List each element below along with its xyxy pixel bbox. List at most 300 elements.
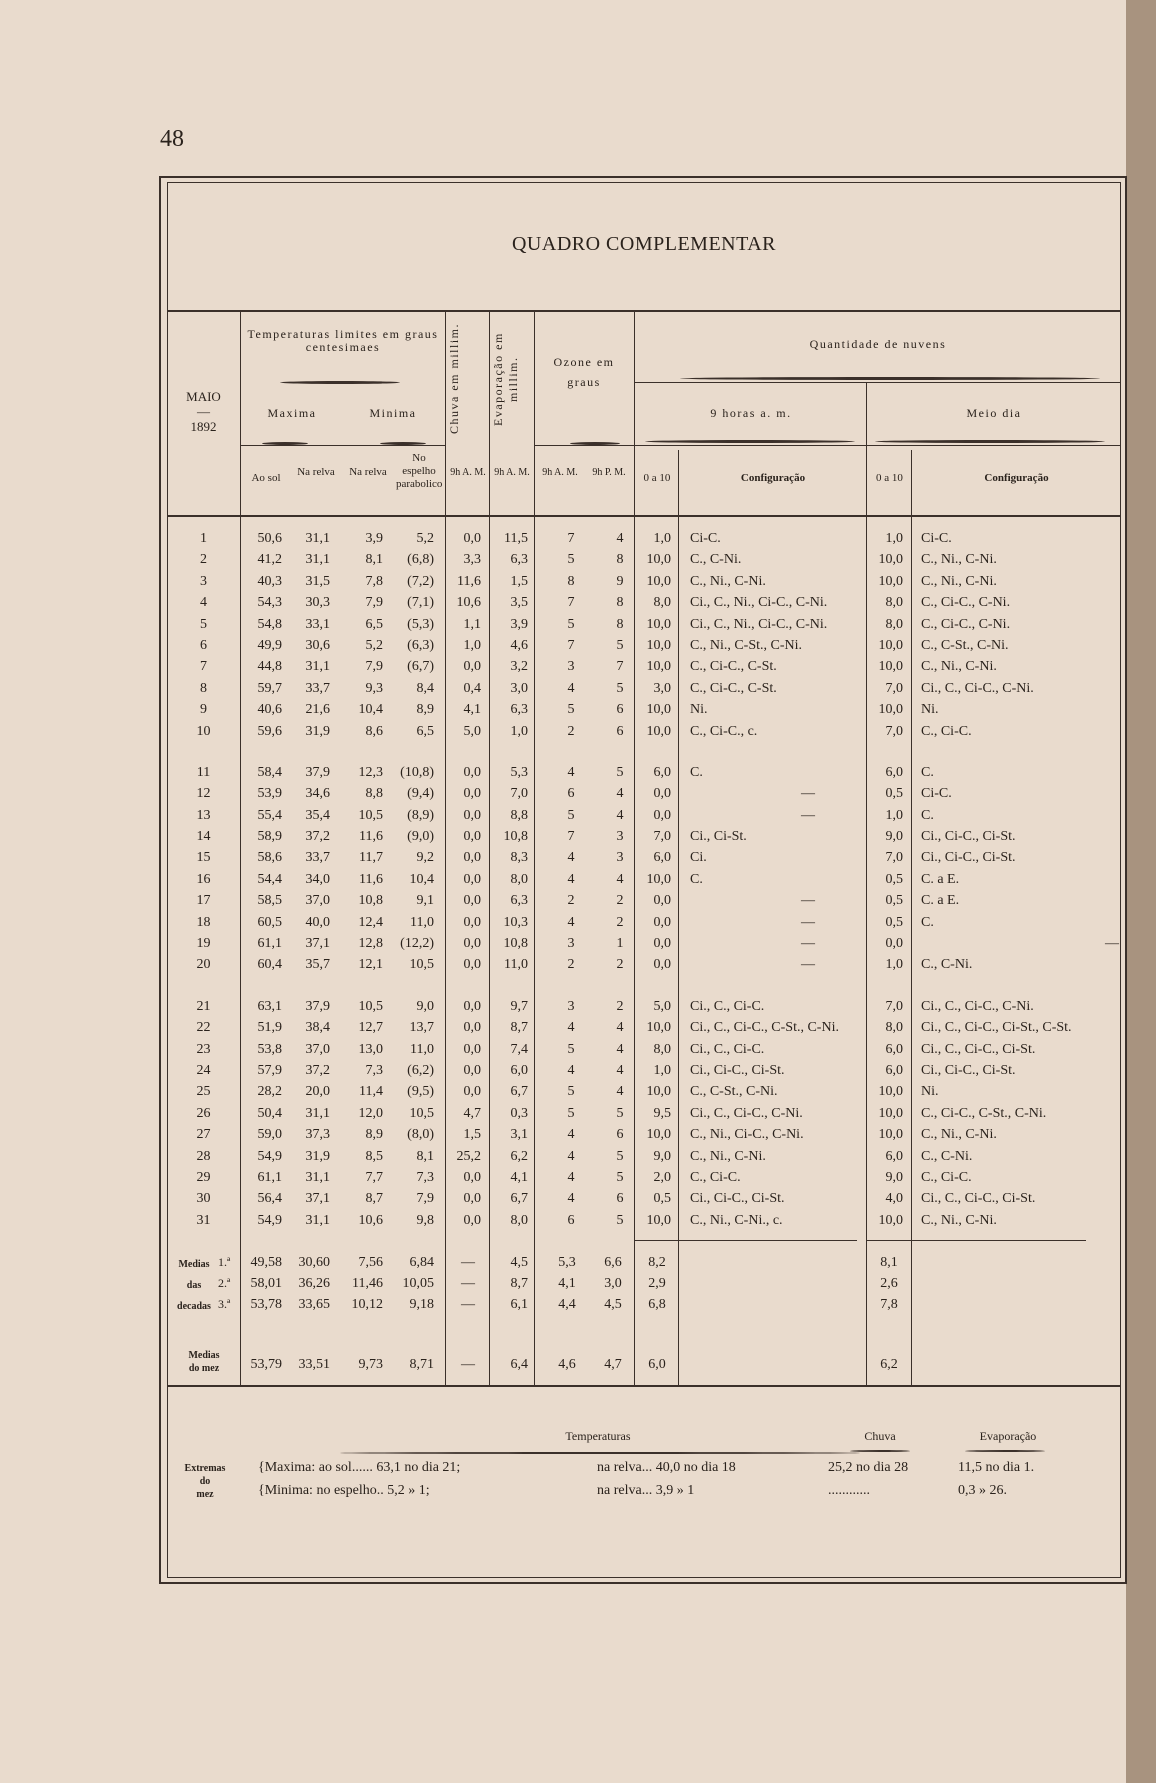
espelho-cell: 10,5 [409, 1105, 434, 1121]
configuracao-meio-dia-cell: Ci-C. [921, 531, 952, 546]
decade-mean-cell: 4,1 [558, 1276, 576, 1291]
chuva-cell: 0,0 [463, 1084, 481, 1100]
configuracao-9h-cell: C., Ci-C., C-St. [690, 680, 777, 696]
decade-mean-n9-column [636, 1252, 678, 1315]
column-relva-max [292, 528, 330, 1231]
configuracao-9h-cell: Ci., Ci-C., Ci-St. [690, 1191, 785, 1207]
relva-max-cell: 37,0 [305, 1041, 330, 1057]
clouds-subheader-rule [634, 445, 1121, 446]
nuvens-9h-cell: 9,5 [653, 1105, 671, 1121]
relva-max-cell: 37,2 [305, 829, 330, 845]
row-spacer [921, 976, 1119, 996]
month-mean-cell: 4,7 [604, 1357, 622, 1372]
nuvens-9h-cell: 3,0 [653, 680, 671, 696]
configuracao-meio-dia-cell: C., Ni., C-Ni. [921, 1127, 997, 1143]
configuracao-meio-dia-cell: C., Ni., C-Ni. [921, 1212, 997, 1228]
espelho-cell: (9,4) [407, 786, 434, 802]
ozone-am-cell: 4 [567, 1127, 575, 1143]
chuva-cell: 0,0 [463, 1191, 481, 1207]
column-rule [489, 310, 490, 1385]
configuracao-meio-dia-cell: C., Ci-C., C-Ni. [921, 595, 1011, 611]
configuracao-meio-dia-cell: C., Ci-C. [921, 723, 972, 739]
configuracao-9h-cell: C., Ni., C-Ni. [690, 1148, 766, 1164]
relva-min-cell: 13,0 [358, 1041, 383, 1057]
decade-label: 1.ª [218, 1255, 231, 1269]
nuvens-meio-dia-cell: 10,0 [878, 702, 903, 718]
day-cell: 30 [196, 1191, 211, 1207]
decade-mean-cell: 49,58 [250, 1255, 282, 1270]
nuvens-9h-cell: 0,0 [653, 893, 671, 909]
page-edge [1126, 0, 1156, 1783]
ozone-am-cell: 5 [567, 1041, 575, 1057]
column-rule [240, 310, 241, 1385]
nuvens-9h-cell: 10,0 [646, 871, 671, 887]
ozone-pm-cell: 1 [616, 936, 624, 952]
day-cell: 12 [196, 786, 211, 802]
day-cell: 2 [200, 552, 207, 568]
nuvens-9h-cell: 10,0 [646, 1020, 671, 1036]
month-mean-cell: 8,71 [409, 1357, 434, 1372]
day-cell: 16 [196, 871, 211, 887]
header-configuracao-9h: Configuração [740, 472, 806, 484]
nuvens-9h-cell: 7,0 [653, 829, 671, 845]
day-cell: 29 [196, 1169, 211, 1185]
evaporacao-cell: 3,9 [510, 616, 528, 632]
decade-brace [218, 1252, 240, 1315]
nuvens-meio-dia-cell: 7,0 [885, 680, 903, 696]
nuvens-meio-dia-cell: 1,0 [885, 957, 903, 973]
configuracao-meio-dia-cell: C. [921, 807, 934, 823]
configuracao-meio-dia-cell: C. [921, 764, 934, 780]
relva-min-cell: 11,7 [359, 850, 383, 866]
nuvens-9h-cell: 6,0 [653, 764, 671, 780]
ao-sol-cell: 44,8 [257, 659, 282, 675]
ozone-am-cell: 2 [567, 893, 575, 909]
month-means-label-1: Medias [188, 1350, 220, 1361]
ozone-am-cell: 7 [567, 531, 575, 546]
chuva-cell: 0,0 [463, 659, 481, 675]
nuvens-9h-cell: 10,0 [646, 637, 671, 653]
chuva-cell: 5,0 [463, 723, 481, 739]
decade-mean-cell: 2,6 [880, 1276, 898, 1291]
means-bottom-rule [167, 1385, 1121, 1387]
header-na-relva-min: Na relva [349, 466, 387, 478]
evaporacao-cell: 4,1 [510, 1169, 528, 1185]
nuvens-9h-cell: 10,0 [646, 573, 671, 589]
day-cell: 13 [196, 807, 211, 823]
evaporacao-cell: 5,3 [510, 764, 528, 780]
configuracao-9h-cell: Ci., C., Ci-C., C-Ni. [690, 1105, 803, 1121]
nuvens-meio-dia-cell: 10,0 [878, 552, 903, 568]
decade-mean-cell: 53,78 [250, 1297, 282, 1312]
ao-sol-cell: 41,2 [257, 552, 282, 568]
configuracao-meio-dia-cell: C., Ni., C-Ni. [921, 552, 997, 568]
configuracao-9h-cell: C. [690, 764, 703, 780]
chuva-cell: 0,0 [463, 1212, 481, 1228]
ozone-pm-cell: 2 [616, 957, 624, 973]
column-rule [911, 450, 912, 1385]
header-9h-am-evap: 9h A. M. [494, 467, 530, 478]
relva-min-cell: 12,4 [358, 914, 383, 930]
decade-mean-cell: — [461, 1297, 475, 1312]
header-9h-am-chuva: 9h A. M. [450, 467, 486, 478]
header-9h-am-ozone: 9h A. M. [542, 467, 578, 478]
day-cell: 4 [200, 595, 207, 611]
ao-sol-cell: 61,1 [257, 936, 282, 952]
decade-mean-cell: 6,8 [648, 1297, 666, 1312]
header-month: MAIO [186, 389, 221, 404]
extremes-label-2: do [199, 1476, 211, 1487]
chuva-cell: 0,0 [463, 1062, 481, 1078]
espelho-cell: (7,1) [407, 595, 434, 611]
month-mean-cell: 6,4 [510, 1357, 528, 1372]
ozone-am-cell: 4 [567, 1191, 575, 1207]
ozone-am-cell: 4 [567, 1062, 575, 1078]
evaporacao-cell: 6,0 [510, 1062, 528, 1078]
relva-min-cell: 10,8 [358, 893, 383, 909]
decade-mean-cell: 2,9 [648, 1276, 666, 1291]
ao-sol-cell: 40,6 [257, 702, 282, 718]
day-cell: 28 [196, 1148, 211, 1164]
header-nove-horas: 9 horas a. m. [710, 406, 792, 420]
row-spacer [390, 976, 434, 996]
clouds-split-rule [634, 382, 1121, 383]
header-evaporacao: Evaporação em millim. [491, 332, 520, 426]
ozone-am-cell: 4 [567, 914, 575, 930]
nuvens-meio-dia-cell: 10,0 [878, 1127, 903, 1143]
day-cell: 21 [196, 998, 211, 1014]
espelho-cell: (7,2) [407, 573, 434, 589]
nuvens-meio-dia-cell: 10,0 [878, 659, 903, 675]
decade-mean-evap-column [491, 1252, 528, 1315]
header-0a10-meio-dia: 0 a 10 [876, 472, 903, 484]
day-cell: 6 [200, 637, 207, 653]
nuvens-9h-cell: 10,0 [646, 1127, 671, 1143]
decade-mean-espelho-column [390, 1252, 434, 1315]
column-evaporacao [491, 528, 528, 1231]
relva-max-cell: 31,1 [305, 552, 330, 568]
nuvens-meio-dia-cell: 10,0 [878, 1212, 903, 1228]
ozone-am-cell: 6 [567, 1212, 575, 1228]
configuracao-meio-dia-cell: Ci., C., Ci-C., Ci-St. [921, 1191, 1036, 1207]
configuracao-meio-dia-cell: Ci., C., Ci-C., Ci-St., C-St. [921, 1020, 1072, 1036]
column-nuvens-meio-dia [866, 528, 903, 1231]
chuva-cell: 0,0 [463, 871, 481, 887]
decade-mean-cell: 58,01 [250, 1276, 282, 1291]
relva-min-cell: 10,4 [358, 702, 383, 718]
ao-sol-cell: 54,8 [257, 616, 282, 632]
nuvens-9h-cell: 0,0 [653, 786, 671, 802]
espelho-cell: 9,2 [416, 850, 434, 866]
nuvens-meio-dia-cell: 10,0 [878, 573, 903, 589]
ozone-pm-cell: 6 [616, 1191, 624, 1207]
configuracao-meio-dia-cell: C., Ni., C-Ni. [921, 573, 997, 589]
flourish-rule [850, 1450, 910, 1452]
configuracao-meio-dia-cell: C. a E. [921, 893, 960, 909]
row-spacer [292, 976, 330, 996]
nuvens-meio-dia-cell: 1,0 [885, 807, 903, 823]
day-cell: 19 [196, 936, 211, 952]
ozone-am-cell: 5 [567, 616, 575, 632]
flourish-rule [380, 442, 426, 445]
configuracao-meio-dia-cell: C., Ci-C., C-St., C-Ni. [921, 1105, 1047, 1121]
header-minima: Minima [369, 406, 417, 420]
chuva-cell: 0,0 [463, 807, 481, 823]
day-cell: 1 [200, 531, 207, 546]
ao-sol-cell: 58,5 [257, 893, 282, 909]
month-mean-cell: 33,51 [298, 1357, 330, 1372]
ozone-pm-cell: 6 [616, 702, 624, 718]
row-spacer [167, 742, 240, 762]
relva-min-cell: 8,9 [365, 1127, 383, 1143]
row-spacer [556, 976, 586, 996]
relva-max-cell: 31,1 [305, 531, 330, 546]
ozone-pm-cell: 4 [616, 531, 624, 546]
nuvens-meio-dia-cell: 6,0 [885, 1041, 903, 1057]
ozone-pm-cell: 2 [616, 914, 624, 930]
ozone-am-cell: 4 [567, 1169, 575, 1185]
ao-sol-cell: 49,9 [257, 637, 282, 653]
relva-max-cell: 31,1 [305, 1105, 330, 1121]
relva-max-cell: 31,9 [305, 723, 330, 739]
decade-label: 3.ª [218, 1297, 231, 1311]
espelho-cell: (8,9) [407, 807, 434, 823]
espelho-cell: (6,7) [407, 659, 434, 675]
configuracao-9h-cell: — [801, 936, 815, 952]
relva-min-cell: 12,1 [358, 957, 383, 973]
nuvens-meio-dia-cell: 0,5 [885, 893, 903, 909]
column-configuracao-9h [690, 528, 866, 1231]
decade-mean-cell: 7,8 [880, 1297, 898, 1312]
nuvens-meio-dia-cell: 8,0 [885, 616, 903, 632]
decade-mean-relva-max-column [292, 1252, 330, 1315]
row-spacer [447, 976, 481, 996]
configuracao-meio-dia-cell: Ci., Ci-C., Ci-St. [921, 850, 1016, 866]
relva-min-cell: 10,5 [358, 807, 383, 823]
ao-sol-cell: 28,2 [257, 1084, 282, 1100]
espelho-cell: 8,4 [416, 680, 434, 696]
extremes-evaporacao-header: Evaporação [979, 1429, 1037, 1443]
header-ozone: Ozone em graus [553, 355, 615, 389]
nuvens-meio-dia-cell: 0,5 [885, 871, 903, 887]
espelho-cell: 10,5 [409, 957, 434, 973]
row-spacer [390, 742, 434, 762]
configuracao-9h-cell: Ci., C., Ci-C., C-St., C-Ni. [690, 1020, 839, 1036]
row-spacer [634, 976, 671, 996]
nuvens-9h-cell: 8,0 [653, 595, 671, 611]
header-9h-pm-ozone: 9h P. M. [592, 467, 626, 478]
ao-sol-cell: 60,4 [257, 957, 282, 973]
month-means-label-2: do mez [188, 1363, 220, 1374]
row-spacer [866, 742, 903, 762]
header-nuvens: Quantidade de nuvens [809, 337, 947, 351]
configuracao-9h-cell: C., Ni., C-Ni., c. [690, 1212, 783, 1228]
decade-mean-cell: 8,7 [510, 1276, 528, 1291]
evaporacao-cell: 6,7 [510, 1084, 528, 1100]
relva-max-cell: 34,0 [305, 871, 330, 887]
evaporacao-cell: 8,3 [510, 850, 528, 866]
configuracao-9h-cell: Ci., C., Ni., Ci-C., C-Ni. [690, 616, 828, 632]
ozone-am-cell: 4 [567, 680, 575, 696]
configuracao-9h-cell: — [801, 893, 815, 909]
configuracao-meio-dia-cell: C., C-Ni. [921, 957, 973, 973]
evaporacao-cell: 10,8 [503, 936, 528, 952]
decade-mean-cell: — [461, 1255, 475, 1270]
day-cell: 15 [196, 850, 211, 866]
configuracao-9h-cell: Ci., Ci-C., Ci-St. [690, 1062, 785, 1078]
relva-max-cell: 33,7 [305, 680, 330, 696]
decade-label: 2.ª [218, 1276, 231, 1290]
row-spacer [690, 976, 866, 996]
relva-max-cell: 20,0 [305, 1084, 330, 1100]
relva-min-cell: 8,1 [365, 552, 383, 568]
ao-sol-cell: 58,9 [257, 829, 282, 845]
ao-sol-cell: 54,9 [257, 1148, 282, 1164]
ao-sol-cell: 61,1 [257, 1169, 282, 1185]
nuvens-9h-cell: 5,0 [653, 998, 671, 1014]
espelho-cell: 7,3 [416, 1169, 434, 1185]
relva-max-cell: 37,2 [305, 1062, 330, 1078]
ao-sol-cell: 50,6 [257, 531, 282, 546]
evaporacao-cell: 1,5 [510, 573, 528, 589]
ao-sol-cell: 51,9 [257, 1020, 282, 1036]
chuva-cell: 0,0 [463, 1020, 481, 1036]
relva-min-cell: 11,4 [359, 1084, 383, 1100]
nuvens-meio-dia-cell: 10,0 [878, 1084, 903, 1100]
month-mean-cell: 9,73 [358, 1357, 383, 1372]
nuvens-9h-cell: 10,0 [646, 659, 671, 675]
nuvens-9h-cell: 8,0 [653, 1041, 671, 1057]
configuracao-meio-dia-cell: Ci., C., Ci-C., C-Ni. [921, 998, 1034, 1014]
ozone-pm-cell: 6 [616, 1127, 624, 1143]
nuvens-meio-dia-cell: 0,0 [885, 936, 903, 952]
configuracao-meio-dia-cell: Ni. [921, 702, 939, 718]
ozone-am-cell: 4 [567, 764, 575, 780]
extremes-minima: {Minima: no espelho.. 5,2 » 1; [258, 1483, 430, 1498]
column-ao-sol [242, 528, 282, 1231]
configuracao-meio-dia-cell: Ci., Ci-C., Ci-St. [921, 1062, 1016, 1078]
ozone-pm-cell: 7 [616, 659, 624, 675]
row-spacer [491, 742, 528, 762]
espelho-cell: (6,2) [407, 1062, 434, 1078]
decade-mean-cell: 11,46 [352, 1276, 383, 1291]
nuvens-meio-dia-cell: 8,0 [885, 595, 903, 611]
nuvens-9h-cell: 1,0 [653, 1062, 671, 1078]
relva-min-cell: 7,3 [365, 1062, 383, 1078]
evaporacao-cell: 8,0 [510, 1212, 528, 1228]
ozone-am-cell: 7 [567, 595, 575, 611]
row-spacer [556, 742, 586, 762]
nuvens-9h-cell: 0,0 [653, 957, 671, 973]
relva-min-cell: 8,6 [365, 723, 383, 739]
evaporacao-cell: 3,2 [510, 659, 528, 675]
ozone-pm-cell: 5 [616, 680, 624, 696]
espelho-cell: 9,8 [416, 1212, 434, 1228]
decade-mean-cell: 8,1 [880, 1255, 898, 1270]
evaporacao-cell: 3,0 [510, 680, 528, 696]
ozone-pm-cell: 6 [616, 723, 624, 739]
decade-mean-oz-am-column [546, 1252, 588, 1315]
row-spacer [634, 742, 671, 762]
relva-min-cell: 5,2 [365, 637, 383, 653]
header-meio-dia: Meio dia [966, 406, 1022, 420]
column-ozone-am [556, 528, 586, 1231]
ozone-am-cell: 4 [567, 1020, 575, 1036]
decade-mean-cell: 10,05 [402, 1276, 434, 1291]
ozone-pm-cell: 5 [616, 764, 624, 780]
configuracao-9h-cell: C., C-St., C-Ni. [690, 1084, 778, 1100]
configuracao-9h-cell: C. [690, 871, 703, 887]
chuva-cell: 0,0 [463, 1041, 481, 1057]
flourish-rule [645, 440, 855, 443]
ozone-am-cell: 3 [567, 936, 575, 952]
evaporacao-cell: 6,3 [510, 702, 528, 718]
relva-max-cell: 33,1 [305, 616, 330, 632]
ozone-pm-cell: 3 [616, 850, 624, 866]
day-cell: 7 [200, 659, 207, 675]
ozone-pm-cell: 8 [616, 616, 624, 632]
espelho-cell: 13,7 [409, 1020, 434, 1036]
chuva-cell: 11,6 [457, 573, 481, 589]
evaporacao-cell: 8,7 [510, 1020, 528, 1036]
header-bottom-rule [167, 515, 1121, 517]
espelho-cell: (5,3) [407, 616, 434, 632]
configuracao-9h-cell: — [801, 957, 815, 973]
nuvens-9h-cell: 2,0 [653, 1169, 671, 1185]
month-mean-cell: 53,79 [250, 1357, 282, 1372]
evaporacao-cell: 8,0 [510, 871, 528, 887]
data-end-rule [866, 1240, 1086, 1241]
relva-min-cell: 8,7 [365, 1191, 383, 1207]
chuva-cell: 0,0 [463, 764, 481, 780]
month-mean-cell: 6,0 [648, 1357, 666, 1372]
relva-max-cell: 30,6 [305, 637, 330, 653]
evaporacao-cell: 10,3 [503, 914, 528, 930]
decade-means-label [169, 1254, 219, 1317]
configuracao-9h-cell: Ci., C., Ni., Ci-C., C-Ni. [690, 595, 828, 611]
day-cell: 22 [196, 1020, 211, 1036]
decade-mean-cell: 4,5 [604, 1297, 622, 1312]
day-cell: 20 [196, 957, 211, 973]
ozone-pm-cell: 4 [616, 1041, 624, 1057]
flourish-rule [280, 381, 400, 384]
column-chuva [447, 528, 481, 1231]
chuva-cell: 0,0 [463, 829, 481, 845]
chuva-cell: 4,1 [463, 702, 481, 718]
row-spacer [690, 742, 866, 762]
decade-mean-cell: 36,26 [298, 1276, 330, 1291]
nuvens-meio-dia-cell: 6,0 [885, 764, 903, 780]
header-temperatures-group: Temperaturas limites em graus centesimaes [247, 327, 439, 354]
ao-sol-cell: 50,4 [257, 1105, 282, 1121]
extremes-label-1: Extremas [184, 1463, 226, 1474]
chuva-cell: 0,0 [463, 893, 481, 909]
evaporacao-cell: 9,7 [510, 998, 528, 1014]
ozone-am-cell: 7 [567, 829, 575, 845]
chuva-cell: 0,0 [463, 850, 481, 866]
column-ozone-pm [605, 528, 635, 1231]
header-no-espelho: No espelho parabolico [396, 452, 443, 490]
configuracao-meio-dia-cell: C. [921, 914, 934, 930]
day-cell: 24 [196, 1062, 211, 1078]
decade-mean-sol-column [242, 1252, 282, 1315]
chuva-cell: 0,0 [463, 786, 481, 802]
relva-max-cell: 38,4 [305, 1020, 330, 1036]
decade-mean-nm-column [868, 1252, 910, 1315]
evaporacao-cell: 10,8 [503, 829, 528, 845]
nuvens-9h-cell: 0,0 [653, 936, 671, 952]
ozone-am-cell: 6 [567, 786, 575, 802]
